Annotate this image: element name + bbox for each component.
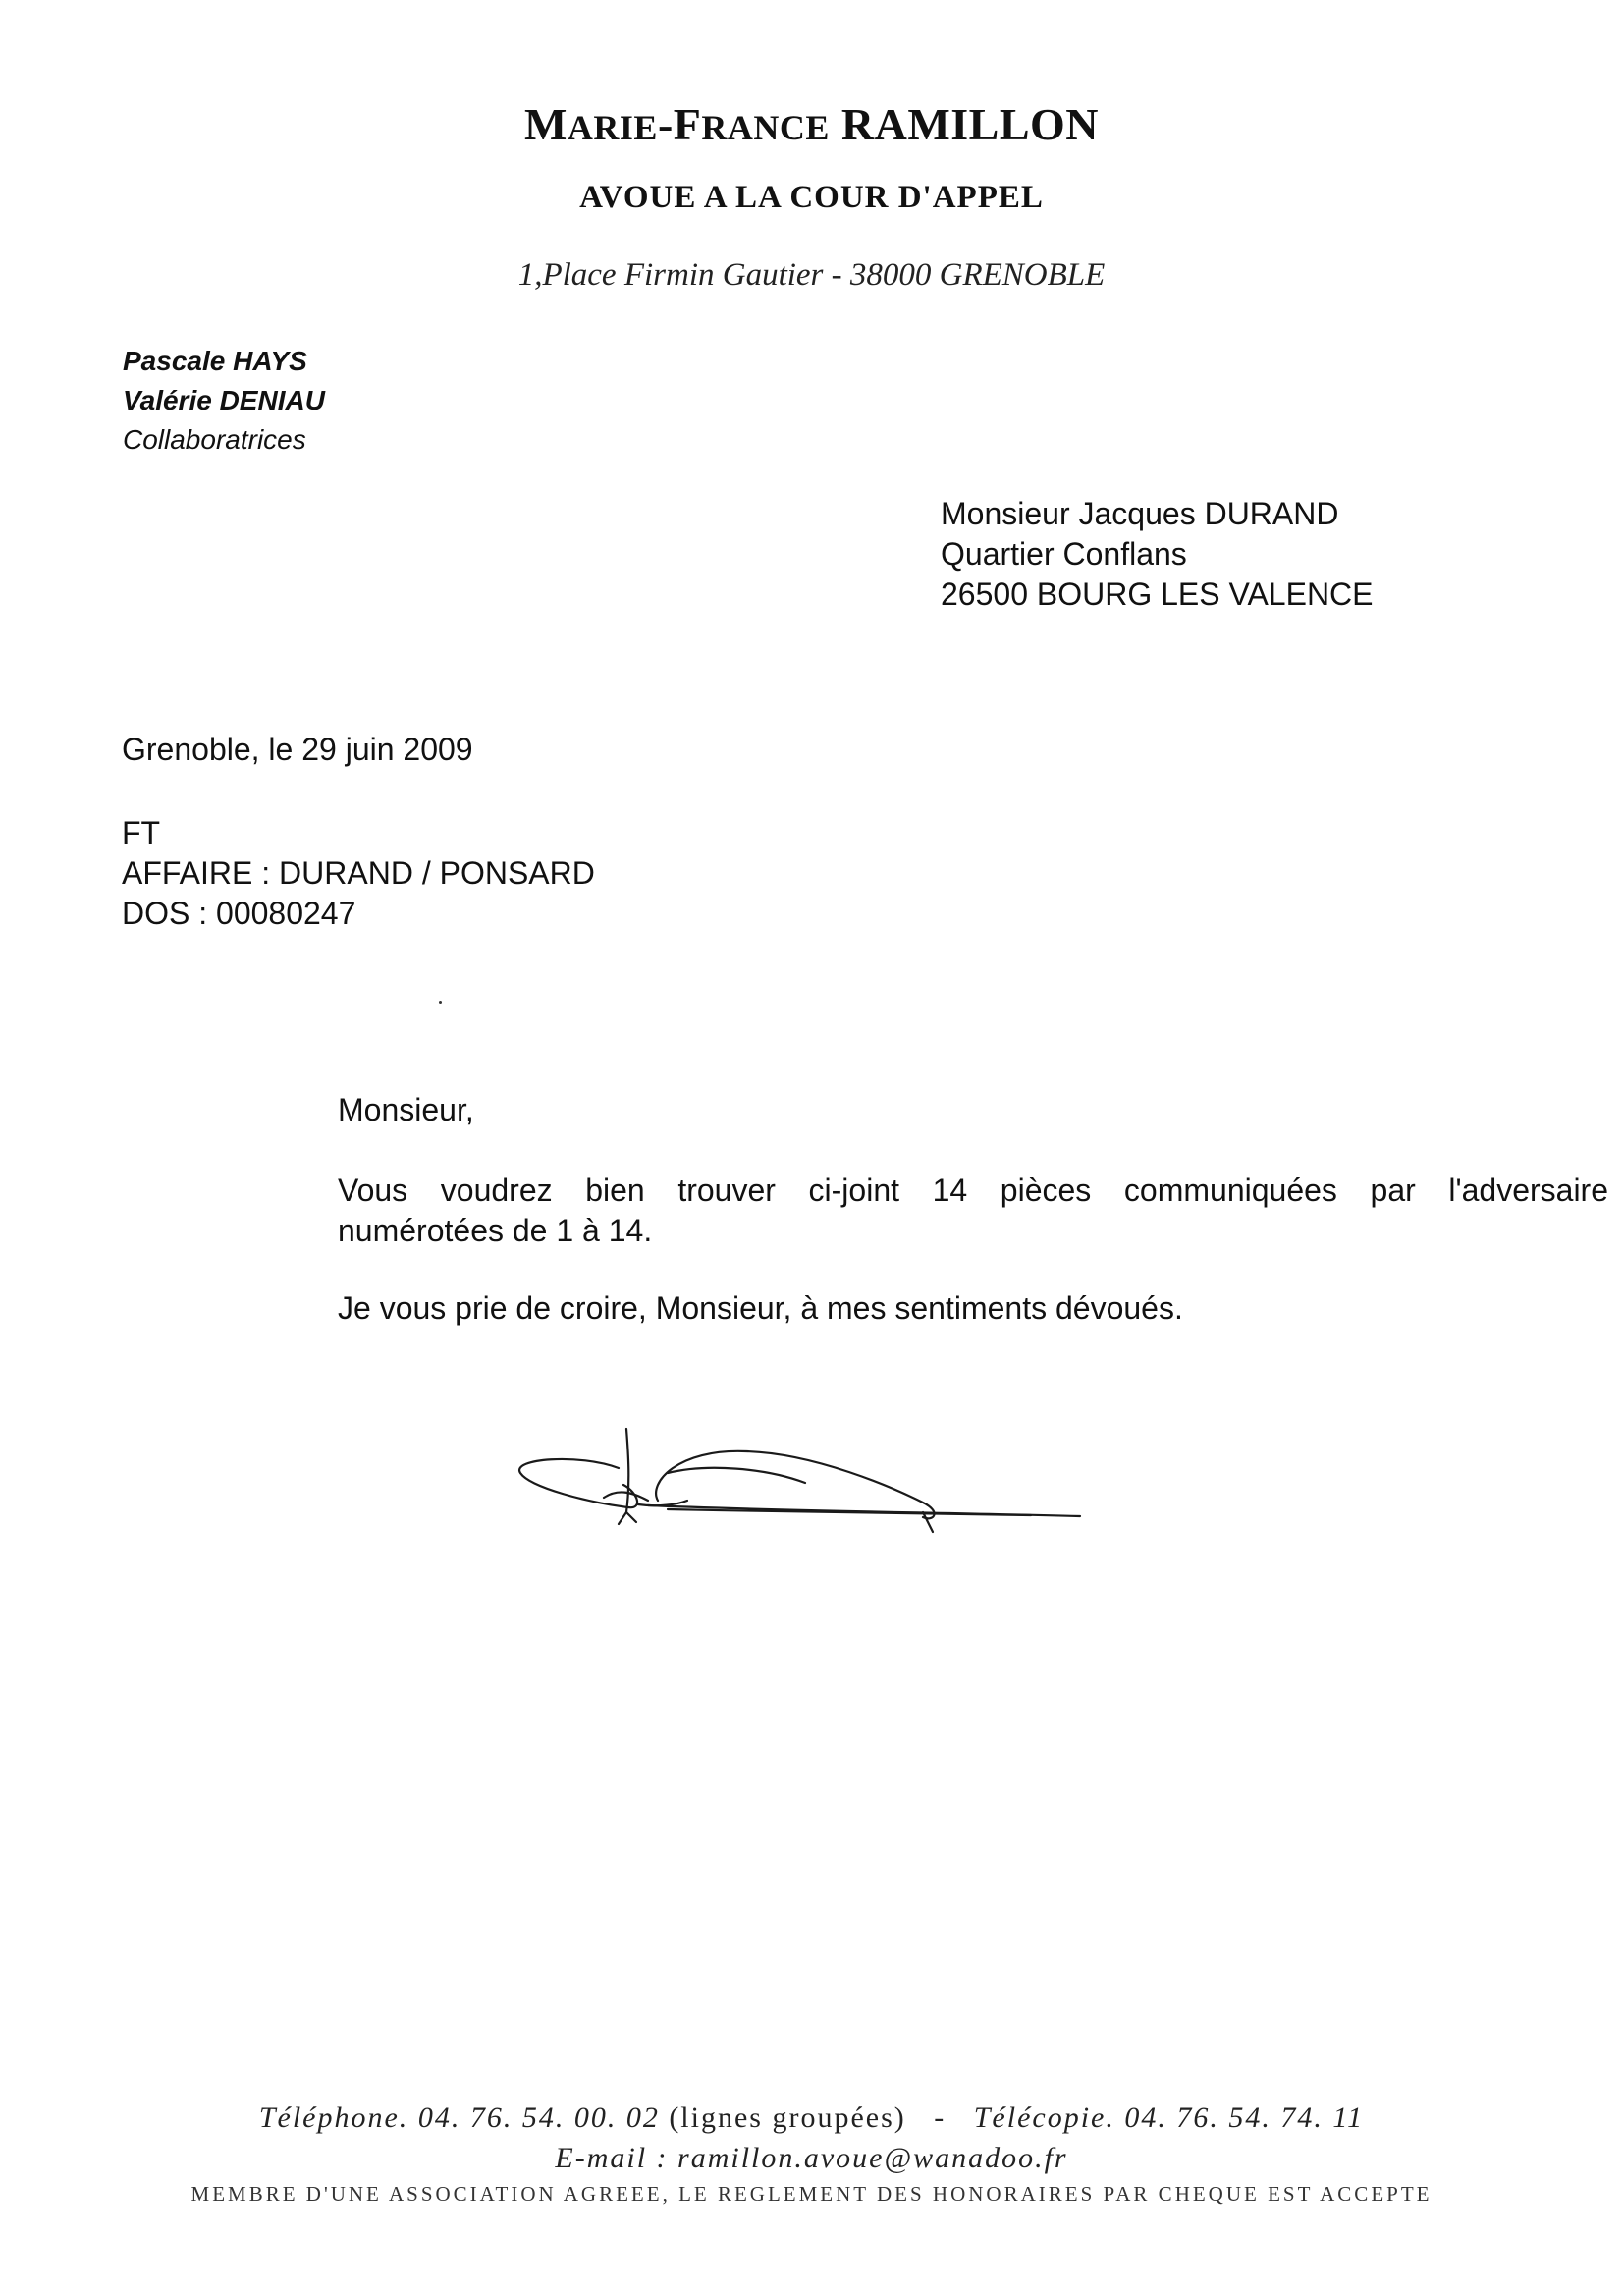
firm-name-initial-2: F xyxy=(673,99,702,149)
email-label: E-mail : xyxy=(555,2142,669,2174)
salutation: Monsieur, xyxy=(338,1092,474,1127)
firm-name-initial-1: M xyxy=(523,99,568,149)
phone-number: 04. 76. 54. 00. 02 xyxy=(417,2102,660,2134)
reference-line: FT xyxy=(122,815,161,850)
recipient-line: Quartier Conflans xyxy=(941,536,1187,572)
scan-speck xyxy=(439,1001,442,1004)
body-paragraph-line: numérotées de 1 à 14. xyxy=(338,1213,653,1248)
fax-number: 04. 76. 54. 74. 11 xyxy=(1124,2102,1365,2134)
email-address: ramillon.avoue@wanadoo.fr xyxy=(677,2142,1068,2174)
phone-label: Téléphone. xyxy=(258,2102,409,2134)
firm-name-surname: RAMILLON xyxy=(840,99,1100,149)
fax-label: Télécopie. xyxy=(973,2102,1115,2134)
reference-line: AFFAIRE : DURAND / PONSARD xyxy=(122,855,595,891)
recipient-line: 26500 BOURG LES VALENCE xyxy=(941,576,1374,612)
footer-member-note: MEMBRE D'UNE ASSOCIATION AGREEE, LE REGLEMENT DES HONORAIRES PAR CHEQUE EST ACCEPTE xyxy=(190,2182,1433,2206)
collaborators-block xyxy=(123,342,325,460)
firm-name-hyphen: - xyxy=(657,99,674,149)
firm-address: 1,Place Firmin Gautier - 38000 GRENOBLE xyxy=(517,257,1106,293)
signature xyxy=(511,1414,1100,1542)
footer-separator: - xyxy=(934,2102,947,2134)
collaborators-role: Collaboratrices xyxy=(123,424,306,455)
body-paragraph xyxy=(338,1171,1608,1251)
firm-title: AVOUE A LA COUR D'APPEL xyxy=(579,180,1044,215)
firm-name-part-2: RANCE xyxy=(701,108,830,147)
reference-line: DOS : 00080247 xyxy=(122,896,356,931)
body-paragraph-line: Vous voudrez bien trouver ci-joint 14 pièces communiquées par l'adversaire xyxy=(338,1173,1608,1208)
recipient-line: Monsieur Jacques DURAND xyxy=(941,496,1339,531)
reference-block xyxy=(122,813,595,934)
collaborator-name: Valérie DENIAU xyxy=(123,385,325,415)
footer-phone-line xyxy=(0,2102,1623,2135)
firm-name-part-1: ARIE xyxy=(567,108,658,147)
phone-note: (lignes groupées) xyxy=(669,2102,906,2134)
recipient-address xyxy=(941,494,1374,615)
firm-name xyxy=(0,98,1623,150)
closing-formula: Je vous prie de croire, Monsieur, à mes sentiments dévoués. xyxy=(338,1290,1183,1326)
collaborator-name: Pascale HAYS xyxy=(123,346,307,376)
footer-email-line xyxy=(0,2142,1623,2175)
letter-date: Grenoble, le 29 juin 2009 xyxy=(122,732,473,767)
